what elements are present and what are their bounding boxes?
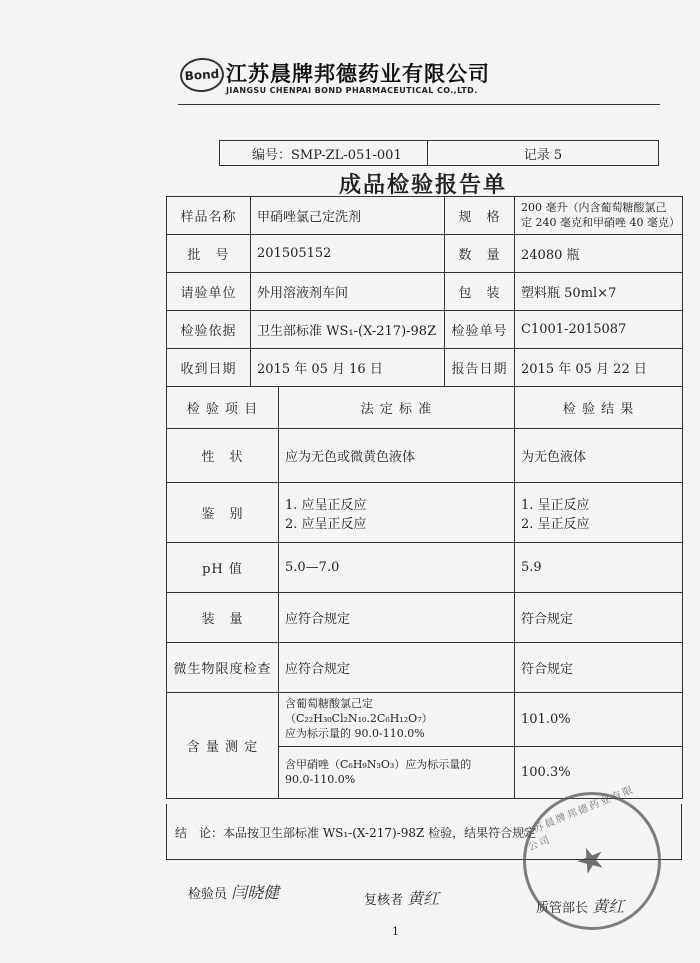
results-header-row bbox=[167, 387, 683, 429]
result-microbial-limit: 符合规定 bbox=[515, 643, 683, 693]
company-name-en: JIANGSU CHENPAI BOND PHARMACEUTICAL CO.,LTD. bbox=[226, 86, 478, 95]
star-icon: ★ bbox=[569, 836, 613, 885]
table-row bbox=[167, 643, 683, 693]
header-test-item: 检 验 项 目 bbox=[167, 387, 279, 429]
table-row bbox=[167, 349, 683, 387]
std-identification bbox=[279, 483, 515, 543]
report-table bbox=[166, 196, 683, 799]
received-date-value: 2015 年 05 月 16 日 bbox=[251, 349, 445, 387]
packaging-value: 塑料瓶 50ml×7 bbox=[515, 273, 683, 311]
qa-manager-label: 质管部长 bbox=[536, 901, 589, 916]
table-row bbox=[167, 311, 683, 349]
department-label: 请验单位 bbox=[167, 273, 251, 311]
report-date-label: 报告日期 bbox=[445, 349, 515, 387]
page-number: 1 bbox=[392, 925, 399, 938]
sample-name-label: 样品名称 bbox=[167, 197, 251, 235]
basis-label: 检验依据 bbox=[167, 311, 251, 349]
table-row bbox=[167, 235, 683, 273]
header-rule bbox=[178, 104, 660, 105]
std-identification-2: 2. 应呈正反应 bbox=[285, 516, 367, 532]
std-fill-volume: 应符合规定 bbox=[279, 593, 515, 643]
report-date-value: 2015 年 05 月 22 日 bbox=[515, 349, 683, 387]
std-appearance: 应为无色或微黄色液体 bbox=[279, 429, 515, 483]
conclusion: 结 论：本品按卫生部标准 WS₁-(X-217)-98Z 检验，结果符合规定 bbox=[166, 804, 682, 860]
result-assay-chlorhexidine: 101.0% bbox=[515, 693, 683, 747]
item-appearance: 性 状 bbox=[167, 429, 279, 483]
table-row bbox=[167, 543, 683, 593]
document-code: 编号：SMP-ZL-051-001 bbox=[220, 141, 428, 165]
spec-label: 规 格 bbox=[445, 197, 515, 235]
test-number-label: 检验单号 bbox=[445, 311, 515, 349]
std-identification-1: 1. 应呈正反应 bbox=[285, 497, 367, 513]
table-row bbox=[167, 693, 683, 747]
document-meta bbox=[219, 140, 659, 166]
company-logo: Bond bbox=[179, 57, 225, 94]
std-ph: 5.0—7.0 bbox=[279, 543, 515, 593]
batch-value: 201505152 bbox=[251, 235, 445, 273]
spec-value: 200 毫升（内含葡萄糖酸氯己定 240 毫克和甲硝唑 40 毫克） bbox=[515, 197, 683, 235]
result-appearance: 为无色液体 bbox=[515, 429, 683, 483]
basis-value: 卫生部标准 WS₁-(X-217)-98Z bbox=[251, 311, 445, 349]
std-assay-metronidazole bbox=[279, 747, 515, 799]
table-row bbox=[167, 273, 683, 311]
report-title: 成品检验报告单 bbox=[339, 172, 508, 198]
department-value: 外用溶液剂车间 bbox=[251, 273, 445, 311]
item-ph: pH 值 bbox=[167, 543, 279, 593]
result-identification-1: 1. 呈正反应 bbox=[521, 497, 590, 513]
quantity-label: 数 量 bbox=[445, 235, 515, 273]
batch-label: 批 号 bbox=[167, 235, 251, 273]
header-result: 检 验 结 果 bbox=[515, 387, 683, 429]
qa-manager-handwriting: 黄红 bbox=[592, 897, 625, 916]
table-row bbox=[167, 483, 683, 543]
item-fill-volume: 装 量 bbox=[167, 593, 279, 643]
inspector-handwriting: 闫晓健 bbox=[231, 883, 280, 902]
item-assay: 含 量 测 定 bbox=[167, 693, 279, 799]
std-assay-metronidazole-line2: 90.0-110.0% bbox=[285, 772, 356, 786]
test-number-value: C1001-2015087 bbox=[515, 311, 683, 349]
received-date-label: 收到日期 bbox=[167, 349, 251, 387]
header-standard: 法 定 标 准 bbox=[279, 387, 515, 429]
std-microbial-limit: 应符合规定 bbox=[279, 643, 515, 693]
result-identification-2: 2. 呈正反应 bbox=[521, 516, 590, 532]
item-identification: 鉴 别 bbox=[167, 483, 279, 543]
table-row bbox=[167, 593, 683, 643]
packaging-label: 包 装 bbox=[445, 273, 515, 311]
std-assay-chlorhexidine bbox=[279, 693, 515, 747]
result-ph: 5.9 bbox=[515, 543, 683, 593]
reviewer-handwriting: 黄红 bbox=[407, 889, 440, 908]
result-fill-volume: 符合规定 bbox=[515, 593, 683, 643]
item-microbial-limit: 微生物限度检查 bbox=[167, 643, 279, 693]
std-assay-chlorhexidine-line2: 应为标示量的 90.0-110.0% bbox=[285, 726, 425, 740]
table-row bbox=[167, 197, 683, 235]
sample-name-value: 甲硝唑氯己定洗剂 bbox=[251, 197, 445, 235]
inspector-signature bbox=[188, 880, 279, 903]
reviewer-signature bbox=[364, 886, 439, 909]
record-number: 记录 5 bbox=[523, 147, 563, 163]
reviewer-label: 复核者 bbox=[364, 893, 404, 908]
std-assay-chlorhexidine-line1: 含葡萄糖酸氯己定（C₂₂H₃₀Cl₂N₁₀.2C₆H₁₂O₇） bbox=[285, 697, 433, 726]
company-name-cn: 江苏晨牌邦德药业有限公司 bbox=[226, 62, 490, 86]
result-assay-metronidazole: 100.3% bbox=[515, 747, 683, 799]
seal-text: 江苏晨牌邦德药业有限公司 bbox=[520, 784, 637, 854]
quantity-value: 24080 瓶 bbox=[515, 235, 683, 273]
std-assay-metronidazole-line1: 含甲硝唑（C₆H₉N₃O₃）应为标示量的 bbox=[285, 757, 472, 771]
result-identification bbox=[515, 483, 683, 543]
table-row bbox=[167, 429, 683, 483]
inspector-label: 检验员 bbox=[188, 887, 228, 902]
